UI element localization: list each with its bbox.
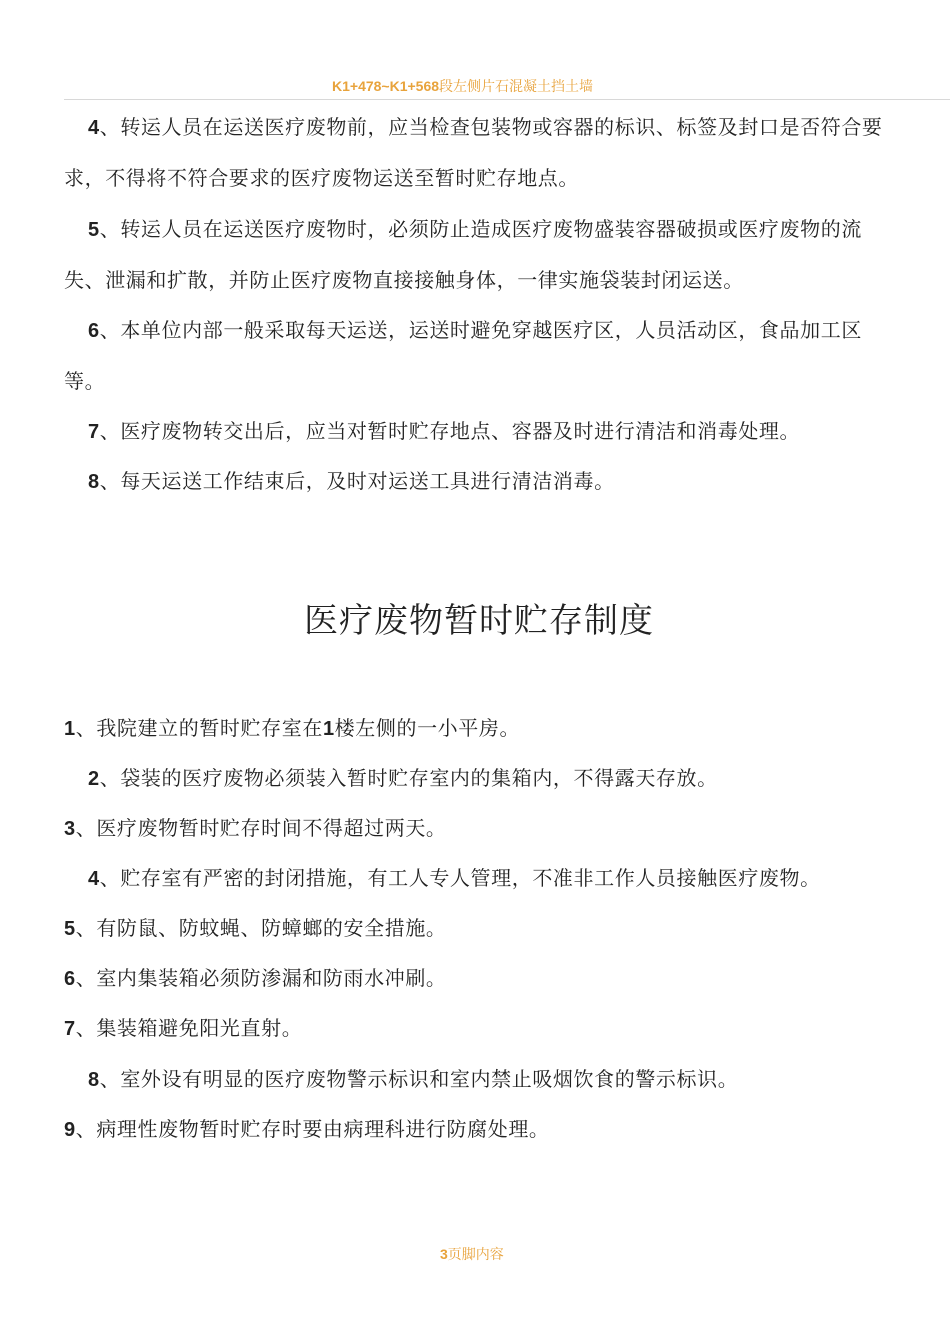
paragraph-5 [64,204,886,305]
paragraph-text: 、转运人员在运送医疗废物时，必须防止造成医疗废物盛装容器破损或医疗废物的流失、泄漏和扩散，并防止医疗废物直接接触身体，一律实施袋装封闭运送。 [64,217,862,292]
paragraph-text: 、每天运送工作结束后，及时对运送工具进行清洁消毒。 [99,469,615,493]
storage-item-5 [64,914,904,943]
item-number: 8 [88,1069,100,1091]
item-number: 2 [88,768,100,790]
item-number: 1 [64,718,76,740]
item-text: 、贮存室有严密的封闭措施，有工人专人管理，不准非工作人员接触医疗废物。 [99,866,821,890]
paragraph-number: 7 [88,421,100,443]
item-number: 6 [64,968,76,990]
page-header [332,78,622,96]
header-code: K1+478~K1+568 [332,78,440,94]
paragraph-text: 、本单位内部一般采取每天运送，运送时避免穿越医疗区，人员活动区，食品加工区等。 [64,318,862,393]
item-text: 、有防鼠、防蚊蝇、防蟑螂的安全措施。 [75,916,447,940]
item-number: 5 [64,918,76,940]
item-number: 4 [88,868,100,890]
header-divider [64,99,950,100]
item-text: 、室内集装箱必须防渗漏和防雨水冲刷。 [75,966,447,990]
footer-page-number: 3 [440,1246,448,1262]
storage-item-1 [64,714,904,743]
storage-item-7 [64,1014,904,1043]
paragraph-4 [64,102,886,203]
item-text: 楼左侧的一小平房。 [334,716,521,740]
item-number: 9 [64,1119,76,1141]
page-footer [440,1245,510,1264]
section-title: 医疗废物暂时贮存制度 [304,601,654,641]
item-text: 、室外设有明显的医疗废物警示标识和室内禁止吸烟饮食的警示标识。 [99,1067,739,1091]
paragraph-6 [64,305,886,406]
storage-item-8 [88,1065,928,1094]
paragraph-7 [64,406,886,457]
paragraph-number: 6 [88,320,100,342]
header-title: 段左侧片石混凝土挡土墙 [439,79,594,95]
paragraph-number: 8 [88,471,100,493]
paragraph-number: 5 [88,219,100,241]
storage-item-3 [64,814,904,843]
paragraph-number: 4 [88,117,100,139]
item-text: 、我院建立的暂时贮存室在 [75,716,323,740]
paragraph-8 [64,456,886,507]
item-number: 3 [64,818,76,840]
item-text: 、医疗废物暂时贮存时间不得超过两天。 [75,816,447,840]
storage-item-6 [64,964,904,993]
paragraph-text: 、医疗废物转交出后，应当对暂时贮存地点、容器及时进行清洁和消毒处理。 [99,419,801,443]
item-text: 、集装箱避免阳光直射。 [75,1016,303,1040]
storage-item-2 [88,764,928,793]
item-text: 、病理性废物暂时贮存时要由病理科进行防腐处理。 [75,1117,550,1141]
footer-text: 页脚内容 [447,1247,504,1263]
storage-item-4 [88,864,928,893]
item-number: 7 [64,1018,76,1040]
item-text: 、袋装的医疗废物必须装入暂时贮存室内的集箱内，不得露天存放。 [99,766,718,790]
storage-item-9 [64,1115,904,1144]
item-floor-number: 1 [322,718,335,740]
paragraph-text: 、转运人员在运送医疗废物前，应当检查包装物或容器的标识、标签及封口是否符合要求，不得将不符合要求的医疗废物运送至暂时贮存地点。 [64,115,883,190]
